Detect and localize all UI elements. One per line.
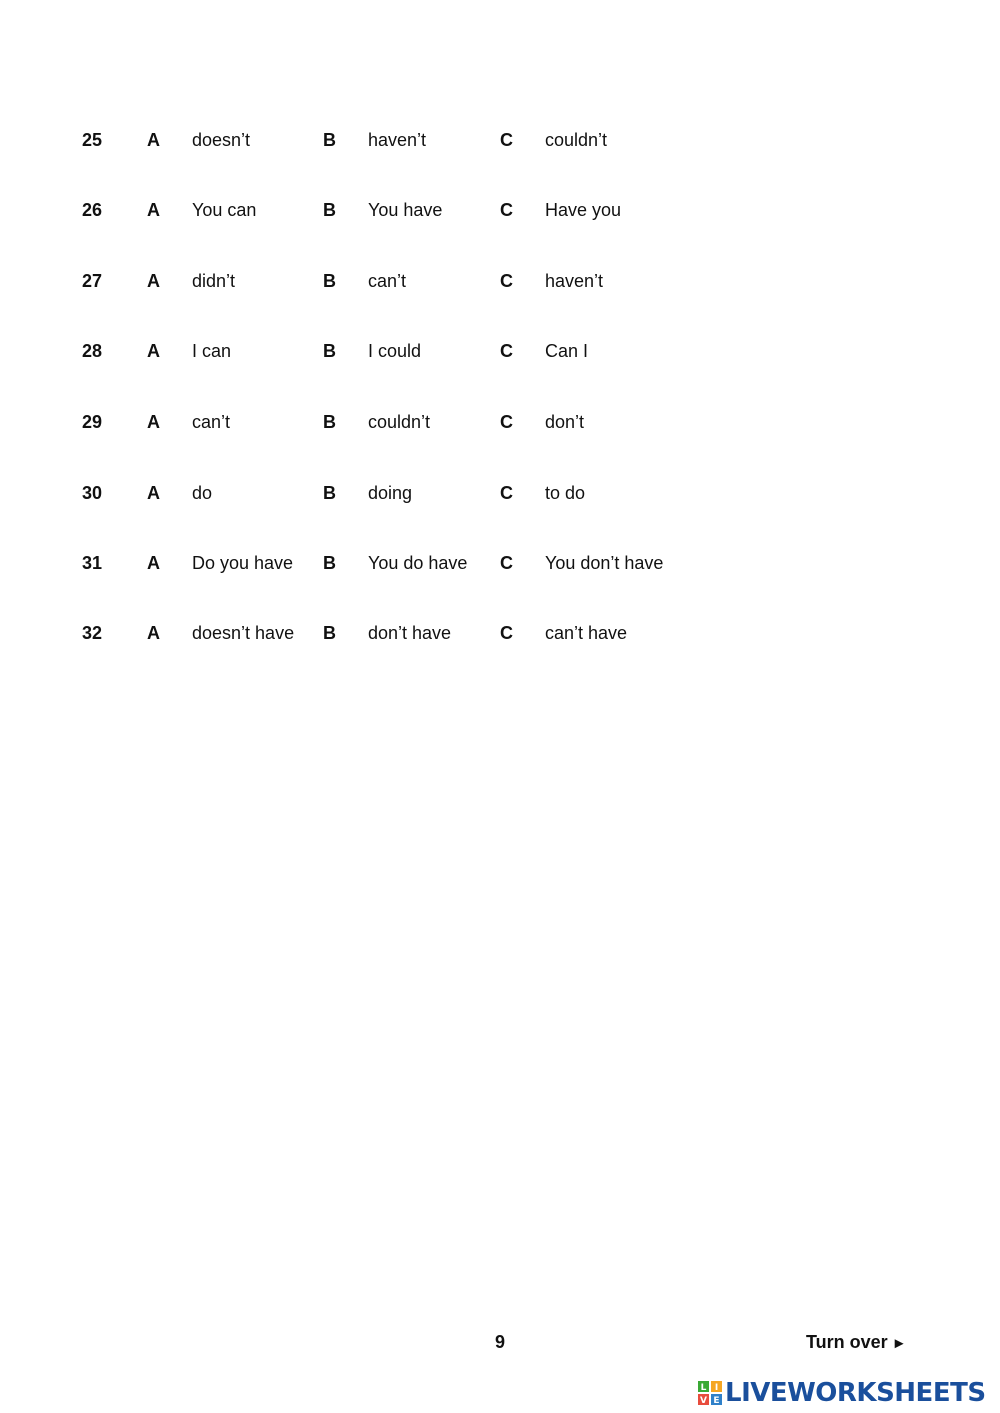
question-number: 25 bbox=[82, 130, 103, 150]
option-b-text[interactable]: You do have bbox=[368, 553, 468, 573]
option-a-letter: A bbox=[147, 200, 160, 220]
question-number: 29 bbox=[82, 412, 103, 432]
option-c-text[interactable]: Have you bbox=[545, 200, 622, 220]
question-number: 31 bbox=[82, 553, 103, 573]
option-a-text[interactable]: You can bbox=[192, 200, 257, 220]
question-number: 26 bbox=[82, 200, 103, 220]
question-number: 30 bbox=[82, 483, 103, 503]
option-a-text[interactable]: can’t bbox=[192, 412, 231, 432]
option-c-text[interactable]: don’t bbox=[545, 412, 585, 432]
option-a-text[interactable]: didn’t bbox=[192, 271, 236, 291]
option-a-letter: A bbox=[147, 483, 160, 503]
option-b-text[interactable]: doing bbox=[368, 483, 413, 503]
option-b-text[interactable]: couldn’t bbox=[368, 412, 431, 432]
question-row bbox=[0, 266, 1000, 296]
option-c-text[interactable]: haven’t bbox=[545, 271, 604, 291]
option-b-text[interactable]: don’t have bbox=[368, 623, 452, 643]
logo-letter: V bbox=[700, 1396, 707, 1405]
option-a-text[interactable]: doesn’t bbox=[192, 130, 251, 150]
question-row bbox=[0, 478, 1000, 508]
question-row bbox=[0, 407, 1000, 437]
option-b-letter: B bbox=[323, 341, 336, 361]
option-a-letter: A bbox=[147, 130, 160, 150]
option-a-text[interactable]: doesn’t have bbox=[192, 623, 295, 643]
logo-letter: E bbox=[713, 1396, 720, 1405]
option-a-letter: A bbox=[147, 341, 160, 361]
option-c-text[interactable]: couldn’t bbox=[545, 130, 608, 150]
turn-over-label: Turn over bbox=[806, 1332, 888, 1352]
liveworksheets-brand bbox=[698, 1376, 986, 1410]
option-c-letter: C bbox=[500, 623, 513, 643]
page-number: 9 bbox=[494, 1332, 505, 1352]
option-c-letter: C bbox=[500, 271, 513, 291]
question-number: 28 bbox=[82, 341, 103, 361]
option-c-letter: C bbox=[500, 412, 513, 432]
option-b-letter: B bbox=[323, 271, 336, 291]
question-number: 27 bbox=[82, 271, 103, 291]
option-a-text[interactable]: Do you have bbox=[192, 553, 294, 573]
option-a-text[interactable]: I can bbox=[192, 341, 232, 361]
option-c-letter: C bbox=[500, 483, 513, 503]
option-c-letter: C bbox=[500, 200, 513, 220]
option-b-letter: B bbox=[323, 623, 336, 643]
brand-name: LIVEWORKSHEETS bbox=[725, 1378, 986, 1408]
option-a-letter: A bbox=[147, 271, 160, 291]
option-c-text[interactable]: You don’t have bbox=[545, 553, 664, 573]
logo-letter: I bbox=[714, 1383, 719, 1393]
option-b-letter: B bbox=[323, 553, 336, 573]
option-c-text[interactable]: can’t have bbox=[545, 623, 628, 643]
option-b-text[interactable]: You have bbox=[368, 200, 443, 220]
option-c-letter: C bbox=[500, 553, 513, 573]
option-b-text[interactable]: I could bbox=[368, 341, 422, 361]
question-row bbox=[0, 548, 1000, 578]
option-c-letter: C bbox=[500, 341, 513, 361]
question-row bbox=[0, 618, 1000, 648]
turn-over bbox=[806, 1330, 907, 1356]
logo-letter: L bbox=[700, 1383, 707, 1393]
option-a-text[interactable]: do bbox=[192, 483, 213, 503]
option-b-letter: B bbox=[323, 412, 336, 432]
question-row bbox=[0, 336, 1000, 366]
option-b-letter: B bbox=[323, 483, 336, 503]
question-row bbox=[0, 195, 1000, 225]
option-a-letter: A bbox=[147, 553, 160, 573]
option-a-letter: A bbox=[147, 412, 160, 432]
option-a-letter: A bbox=[147, 623, 160, 643]
option-c-text[interactable]: to do bbox=[545, 483, 586, 503]
option-c-letter: C bbox=[500, 130, 513, 150]
option-b-letter: B bbox=[323, 130, 336, 150]
option-c-text[interactable]: Can I bbox=[545, 341, 589, 361]
option-b-text[interactable]: can’t bbox=[368, 271, 407, 291]
right-triangle-arrow-icon: ► bbox=[891, 1335, 907, 1352]
option-b-letter: B bbox=[323, 200, 336, 220]
question-number: 32 bbox=[82, 623, 103, 643]
liveworksheets-logo-icon bbox=[698, 1381, 722, 1405]
question-row bbox=[0, 125, 1000, 155]
option-b-text[interactable]: haven’t bbox=[368, 130, 427, 150]
